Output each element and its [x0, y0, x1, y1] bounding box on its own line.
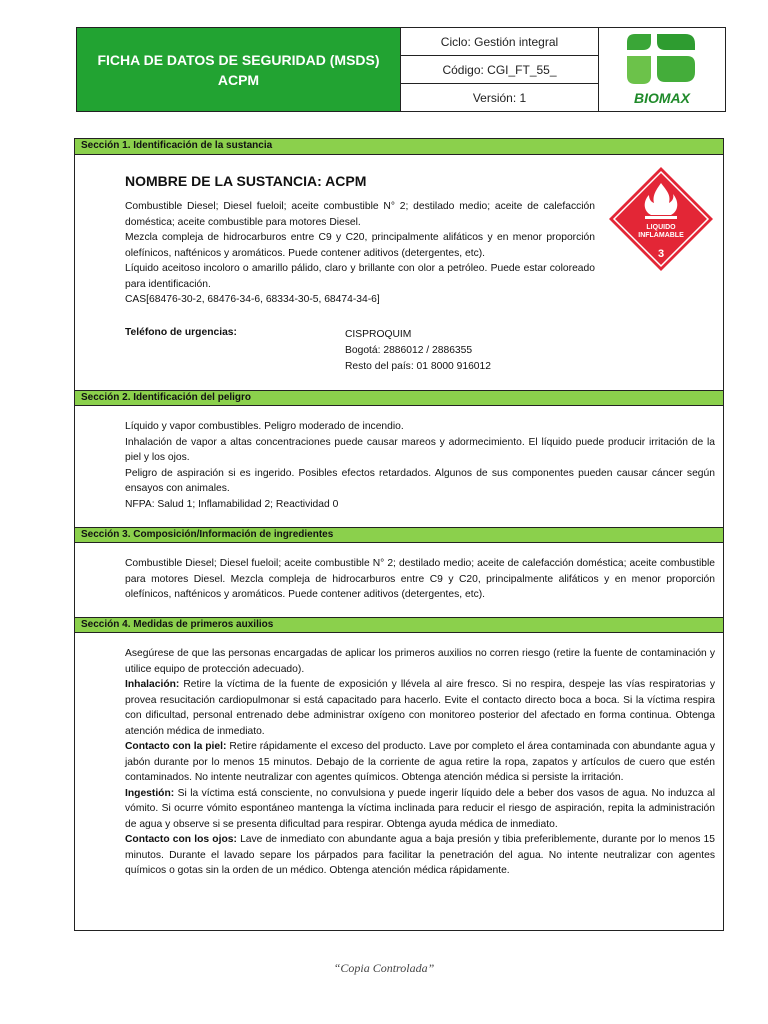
document-meta: [401, 28, 599, 111]
biomax-leaf-icon: [599, 28, 725, 111]
ingestion-label: Ingestión:: [125, 787, 175, 799]
section1-paragraph: CAS[68476-30-2, 68476-34-6, 68334-30-5, 68474-34-6]: [125, 294, 380, 305]
meta-codigo: Código: CGI_FT_55_: [401, 56, 598, 84]
section1-body: [125, 199, 595, 308]
controlled-copy-footer: “Copia Controlada”: [333, 961, 435, 975]
document-title-line1: FICHA DE DATOS DE SEGURIDAD (MSDS): [97, 51, 380, 68]
phone-bogota: Bogotá: 2886012 / 2886355: [345, 345, 473, 356]
section1-paragraph: Mezcla compleja de hidrocarburos entre C9 y C20, principalmente alifáticos y en menor proporción olefínicos, nafténicos y aromáticos. Puede contener aditivos (detergentes, etc).: [125, 232, 595, 259]
meta-ciclo: Ciclo: Gestión integral: [401, 28, 598, 56]
hazard-label-line2: INFLAMABLE: [638, 232, 684, 239]
meta-version: Versión: 1: [472, 90, 527, 105]
phone-rest: Resto del país: 01 8000 916012: [345, 361, 491, 372]
section1-heading: Sección 1. Identificación de la sustancia: [75, 139, 723, 155]
substance-title: NOMBRE DE LA SUSTANCIA: ACPM: [125, 173, 367, 189]
section3-paragraph: Combustible Diesel; Diesel fueloil; aceite combustible N° 2; destilado medio; aceite de calefacción doméstica; aceite combustible para motores Diesel. Mezcla compleja de hidrocarburos entre C9 y C20, principalmente alifáticos y en menor proporción olefínicos, nafténicos y aromáticos. Puede contener aditivos (detergentes, etc).: [125, 558, 715, 600]
section2-paragraph: Peligro de aspiración si es ingerido. Posibles efectos retardados. Algunos de sus componentes pueden causar cáncer según ensayos con animales.: [125, 467, 715, 494]
section1-paragraph: Líquido aceitoso incoloro o amarillo pálido, claro y brillante con olor a petróleo. Puede estar coloreado para identificación.: [125, 263, 595, 290]
inhalacion-label: Inhalación:: [125, 679, 180, 690]
section2-paragraph: NFPA: Salud 1; Inflamabilidad 2; Reactividad 0: [125, 498, 339, 510]
section3-heading: Sección 3. Composición/Información de ingredientes: [75, 527, 723, 543]
hazard-class-number: 3: [657, 248, 665, 260]
section4-intro: Asegúrese de que las personas encargadas de aplicar los primeros auxilios no corren riesgo (retire la fuente de contaminación y utilice equipo de protección adecuado).: [125, 648, 715, 675]
document-header: [76, 27, 726, 112]
phone-org: CISPROQUIM: [345, 329, 412, 340]
inhalacion-text: Retire la víctima de la fuente de exposición y llévela al aire fresco. Si no respira, despeje las vías respiratorias y provea resucitación cardiopulmonar si está capacitado para hacerlo. Evite el contacto directo boca a boca. Si la víctima respira con dificultad, personal entrenado debe administrar oxígeno con monitoreo posterior del afectado en forma continua. Obtenga atención médica de inmediato.: [125, 679, 715, 737]
section4-ojos: [125, 832, 715, 879]
biomax-logo-text: BIOMAX: [634, 90, 690, 106]
emergency-phone-label: Teléfono de urgencias:: [125, 327, 237, 338]
ingestion-text: Si la víctima está consciente, no convulsiona y puede ingerir líquido dele a beber dos vasos de agua. No induzca al vómito. Si ocurre vómito espontáneo mantenga la víctima inclinada para reducir el riesgo de aspiración, repita la administración de agua y observe si se presenta dificultad para respirar. Obtenga ayuda médica de inmediato.: [125, 787, 715, 830]
document-title-line2: ACPM: [217, 71, 260, 88]
flammable-liquid-hazard-icon: [607, 165, 715, 273]
section1-paragraph: Combustible Diesel; Diesel fueloil; aceite combustible N° 2; destilado medio; aceite de calefacción doméstica; aceite combustible para motores Diesel.: [125, 201, 595, 228]
section4-ingestion: [125, 786, 715, 833]
section4-inhalacion: [125, 677, 715, 739]
section4-heading: Sección 4. Medidas de primeros auxilios: [75, 617, 723, 633]
piel-label: Contacto con la piel:: [125, 741, 227, 752]
section2-body: [125, 419, 715, 512]
document-title: [77, 28, 401, 111]
hazard-label-line1: LIQUIDO: [646, 224, 676, 231]
emergency-phone-info: [345, 327, 491, 375]
section4-piel: [125, 739, 715, 786]
msds-content: [74, 138, 724, 931]
section2-paragraph: Inhalación de vapor a altas concentraciones puede causar mareos y adormecimiento. El líquido puede producir irritación de la piel y los ojos.: [125, 436, 715, 463]
piel-text: Retire rápidamente el exceso del producto. Lave por completo el área contaminada con abundante agua y jabón durante por lo menos 15 minutos. Debajo de la corriente de agua retire la ropa, zapatos y artículos de cuero que estén contaminados. No intente neutralizar con agentes químicos. Obtenga atención médica si persiste la irritación.: [125, 741, 716, 783]
section2-paragraph: Líquido y vapor combustibles. Peligro moderado de incendio.: [125, 421, 404, 432]
biomax-logo: [599, 28, 725, 111]
ojos-label: Contacto con los ojos:: [125, 834, 237, 845]
section2-heading: Sección 2. Identificación del peligro: [75, 390, 723, 406]
section3-body: [125, 556, 715, 603]
section4-body: [125, 646, 715, 879]
ojos-text: Lave de inmediato con abundante agua a baja presión y tibia preferiblemente, durante por lo menos 15 minutos. Durante el lavado separe los párpados para facilitar la penetración del agua. No intente neutralizar con agentes químicos o gotas sin la orden de un médico. Obtenga atención médica rápidamente.: [125, 834, 715, 876]
